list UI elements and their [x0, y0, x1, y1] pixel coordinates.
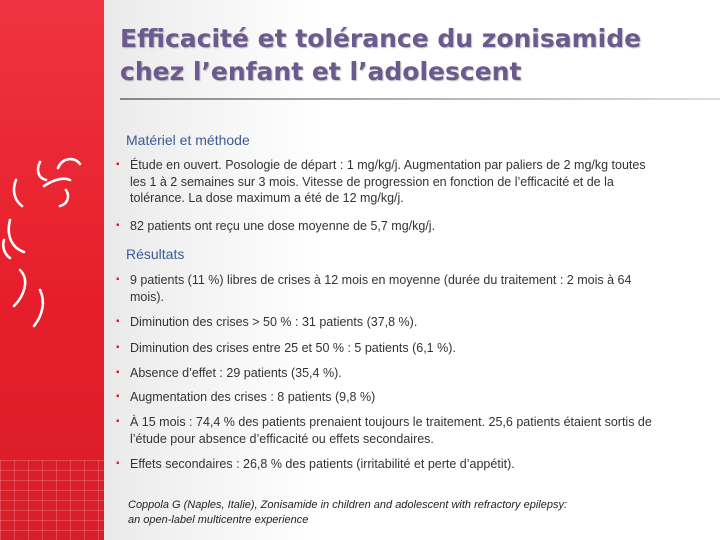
- methods-bullet-1: [116, 157, 656, 207]
- bullet-text: Absence d’effet : 29 patients (35,4 %).: [130, 366, 342, 380]
- results-bullet-1: [116, 272, 656, 305]
- methods-bullet-2: [116, 218, 656, 235]
- title-line-2: chez l’enfant et l’adolescent: [120, 57, 522, 86]
- results-bullet-4: [116, 365, 656, 382]
- figure-arm-stroke: [38, 162, 46, 180]
- title-line-1: Efficacité et tolérance du zonisamide: [120, 24, 642, 53]
- bullet-marker: ▪: [116, 274, 120, 285]
- bullet-marker: ▪: [116, 367, 120, 378]
- bullet-text: À 15 mois : 74,4 % des patients prenaient toujours le traitement. 25,6 patients étaient sortis de l’étude pour absence d’efficacité ou effets secondaires.: [130, 415, 652, 446]
- section-heading-results: Résultats: [126, 246, 185, 262]
- figure-shoulder-stroke: [44, 179, 70, 186]
- bullet-marker: ▪: [116, 416, 120, 427]
- citation-line-1: Coppola G (Naples, Italie), Zonisamide in children and adolescent with refractory epilepsy:: [128, 499, 567, 511]
- bullet-marker: ▪: [116, 316, 120, 327]
- bullet-marker: ▪: [116, 220, 120, 231]
- citation-line-2: an open-label multicentre experience: [128, 514, 309, 526]
- figure-back-stroke: [14, 180, 22, 206]
- bullet-marker: ▪: [116, 391, 120, 402]
- figure-leg-stroke: [14, 270, 25, 306]
- results-bullet-2: [116, 314, 656, 331]
- figure-torso-stroke: [9, 220, 24, 252]
- slide-title: [120, 22, 700, 88]
- results-bullet-7: [116, 456, 656, 473]
- bullet-text: 9 patients (11 %) libres de crises à 12 mois en moyenne (durée du traitement : 2 mois à 64 mois).: [130, 273, 632, 304]
- results-bullet-6: [116, 414, 656, 447]
- figure-head-stroke: [58, 159, 80, 168]
- bullet-marker: ▪: [116, 342, 120, 353]
- figure-foot-stroke: [34, 290, 43, 326]
- bullet-text: Étude en ouvert. Posologie de départ : 1 mg/kg/j. Augmentation par paliers de 2 mg/kg toutes les 1 à 2 semaines sur 3 mois. Vitesse de progression en fonction de l’efficacité et de la tolérance. La dose maximum a été de 12 mg/kg/j.: [130, 158, 646, 205]
- results-bullet-3: [116, 340, 656, 357]
- bullet-marker: ▪: [116, 159, 120, 170]
- section-heading-methods: Matériel et méthode: [126, 132, 250, 148]
- bullet-marker: ▪: [116, 458, 120, 469]
- bullet-text: Effets secondaires : 26,8 % des patients (irritabilité et perte d’appétit).: [130, 457, 515, 471]
- source-citation: [128, 498, 688, 528]
- running-figure-drawing: [0, 140, 104, 340]
- figure-hand-stroke: [60, 190, 68, 206]
- bullet-text: Diminution des crises > 50 % : 31 patients (37,8 %).: [130, 315, 418, 329]
- title-divider: [120, 98, 720, 100]
- bullet-text: Diminution des crises entre 25 et 50 % : 5 patients (6,1 %).: [130, 341, 456, 355]
- bullet-text: 82 patients ont reçu une dose moyenne de 5,7 mg/kg/j.: [130, 219, 436, 233]
- decorative-grid: [0, 460, 104, 540]
- figure-knee-stroke: [3, 240, 10, 258]
- results-bullet-5: [116, 389, 656, 406]
- bullet-text: Augmentation des crises : 8 patients (9,8 %): [130, 390, 376, 404]
